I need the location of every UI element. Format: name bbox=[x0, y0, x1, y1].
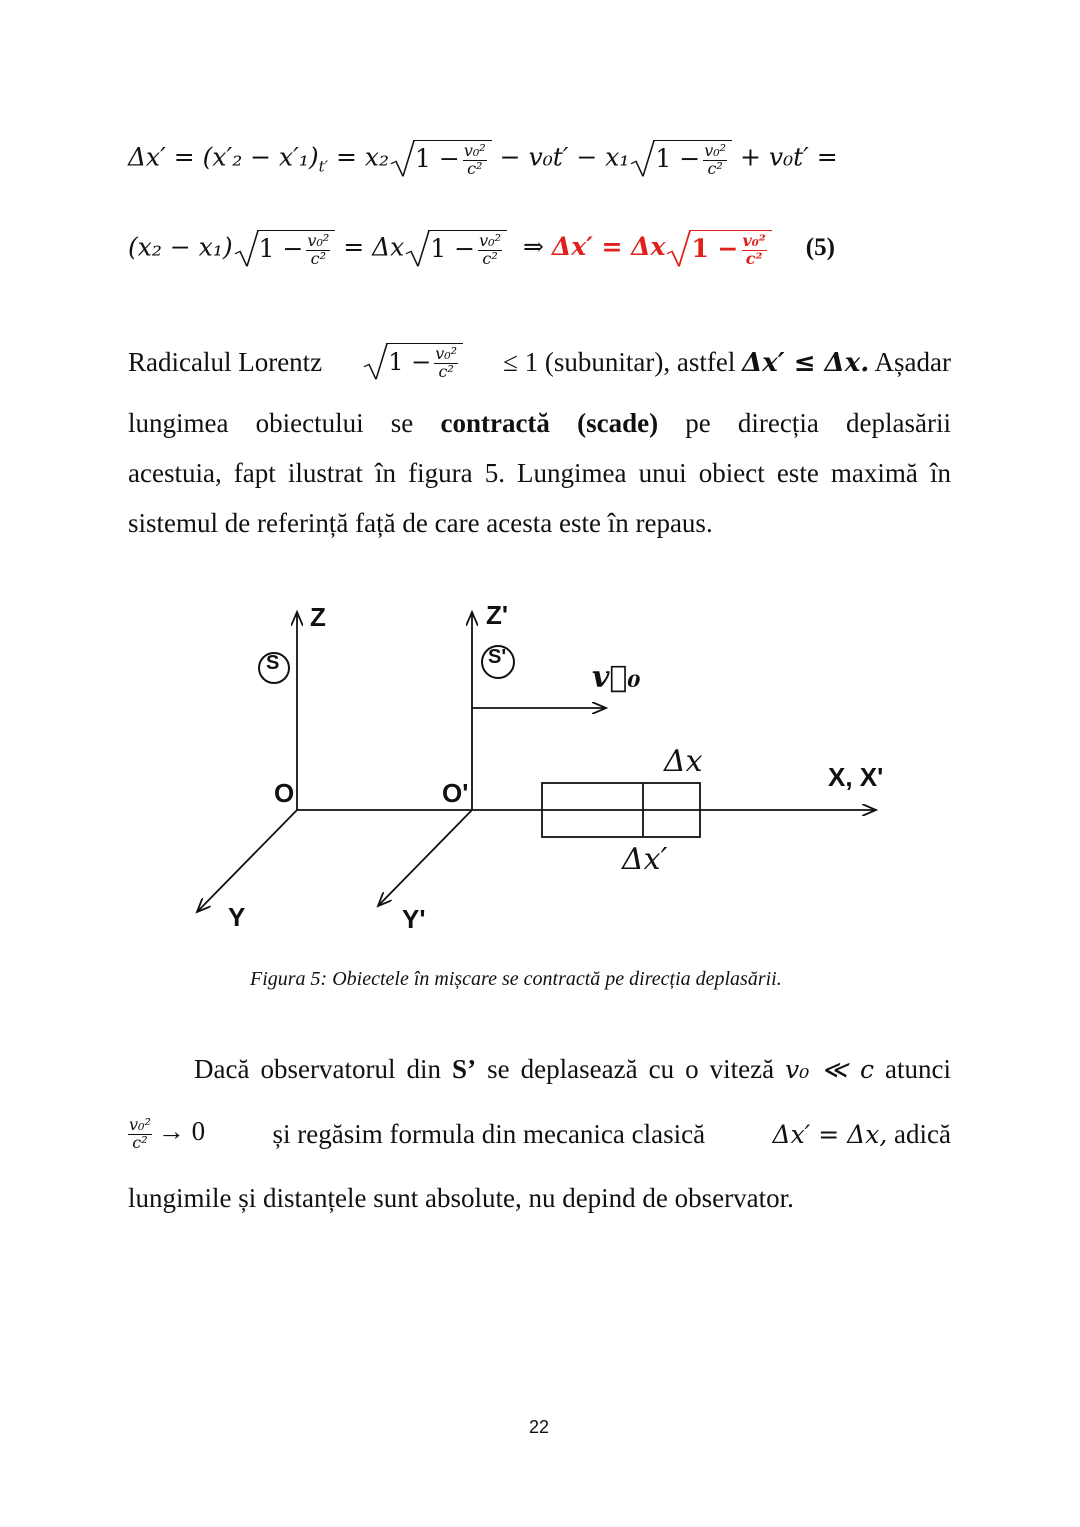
contraction-formula: Δx′ = Δx 1 − $\frac{\text{v₀²}}{\text{c²}}$ bbox=[552, 232, 772, 261]
eq2-b: = Δx bbox=[343, 232, 405, 262]
fraction-v0-c: $\frac{\text{v₀²}}{\text{c²}}$ bbox=[129, 1114, 151, 1152]
para1-rest2: Așadar bbox=[869, 346, 951, 377]
paragraph-lorentz bbox=[128, 332, 951, 548]
lorentz-radical bbox=[233, 230, 336, 268]
fraction-v0-c: $\frac{\text{v₀²}}{\text{c²}}$ bbox=[704, 141, 727, 178]
eq1-lhs: Δx′ = (x′₂ − x′₁) bbox=[128, 142, 319, 172]
sqrt-one: 1 − bbox=[655, 143, 701, 173]
eq1-subscript: t′ bbox=[318, 157, 329, 176]
eq1-mid: − v₀t′ − x₁ bbox=[499, 142, 630, 172]
fraction-v0-c: $\frac{\text{v₀²}}{\text{c²}}$ bbox=[307, 231, 330, 268]
para1-line3: acestuia, fapt ilustrat în figura 5. Lungimea unui obiect este maximă în bbox=[128, 458, 951, 488]
label-y-prime: Y' bbox=[402, 904, 426, 934]
para1-inequality: Δx′ ≤ Δx. bbox=[742, 347, 870, 378]
lorentz-radical bbox=[404, 230, 507, 268]
label-delta-x-prime: Δx′ bbox=[622, 842, 668, 877]
sqrt-one: 1 − bbox=[258, 233, 304, 263]
lorentz-radical-red: 1 − $\frac{\text{v₀²}}{\text{c²}}$ bbox=[665, 230, 771, 268]
implies-arrow: ⇒ bbox=[522, 232, 544, 262]
label-z-prime: Z' bbox=[486, 600, 509, 630]
label-origin-prime: O' bbox=[442, 778, 469, 808]
para1-line4: sistemul de referință față de care acesta este în repaus. bbox=[128, 508, 713, 538]
label-velocity: v⃗₀ bbox=[592, 660, 641, 695]
fraction-v0-c: $\frac{\text{v₀²}}{\text{c²}}$ bbox=[479, 231, 501, 268]
para2-line3: lungimile și distanțele sunt absolute, nu depind de observator. bbox=[128, 1183, 794, 1213]
eq2-a: (x₂ − x₁) bbox=[128, 232, 233, 262]
equation-line-1 bbox=[128, 140, 838, 178]
para2-bold: S’ bbox=[452, 1054, 477, 1084]
label-frame-s-prime: S' bbox=[488, 646, 507, 668]
y-axis bbox=[197, 810, 297, 912]
para2-line2: $\frac{\text{v₀²}}{\text{c²}}$ → 0 și regăsim formula din mecanica clasică Δx′ = Δx, adică bbox=[129, 1114, 951, 1152]
fraction-v0-c: $\frac{\text{v₀²}}{\text{c²}}$ bbox=[463, 141, 486, 178]
figure-caption: Figura 5: Obiectele în mișcare se contractă pe direcția deplasării. bbox=[250, 968, 782, 990]
label-x-axis: X, X' bbox=[828, 762, 884, 792]
label-y: Y bbox=[228, 902, 246, 932]
equation-line-2 bbox=[128, 230, 835, 268]
label-delta-x: Δx bbox=[664, 744, 703, 779]
para2-line1: Dacă observatorul din S’ se deplasează cu o viteză v₀ ≪ c atunci bbox=[194, 1054, 951, 1084]
para2-math1: v₀ ≪ c bbox=[785, 1055, 874, 1084]
para1-line1 bbox=[128, 332, 951, 392]
para2-math2: Δx′ = Δx, bbox=[772, 1119, 888, 1149]
para1-rest1: ≤ 1 (subunitar), astfel bbox=[503, 346, 743, 377]
para1-lead: Radicalul Lorentz bbox=[128, 346, 323, 377]
sqrt-one: 1 − bbox=[430, 233, 476, 263]
eq1-eq: = x₂ bbox=[336, 142, 390, 172]
sqrt-one: 1 − bbox=[415, 143, 460, 173]
label-z: Z bbox=[310, 602, 326, 632]
page-number: 22 bbox=[529, 1417, 550, 1437]
label-frame-s: S bbox=[266, 652, 280, 674]
label-origin: O bbox=[274, 778, 295, 808]
para2-math-limit: → 0 bbox=[157, 1116, 206, 1147]
y-prime-axis bbox=[378, 810, 472, 906]
lorentz-radical bbox=[629, 140, 732, 178]
equation-number: (5) bbox=[805, 234, 835, 262]
eq1-end: + v₀t′ = bbox=[740, 142, 838, 172]
lorentz-radical bbox=[389, 140, 492, 178]
para1-bold: contractă (scade) bbox=[440, 408, 659, 438]
paragraph-classical-limit bbox=[128, 1044, 951, 1223]
figure-5-diagram bbox=[0, 580, 1080, 960]
para1-line2: lungimea obiectului se contractă (scade) pe direcția deplasării bbox=[128, 408, 951, 438]
inline-radical: 1 − $\frac{\text{v₀²}}{\text{c²}}$ bbox=[362, 343, 463, 381]
para2-text-a: și regăsim formula din mecanica clasică bbox=[272, 1118, 706, 1149]
